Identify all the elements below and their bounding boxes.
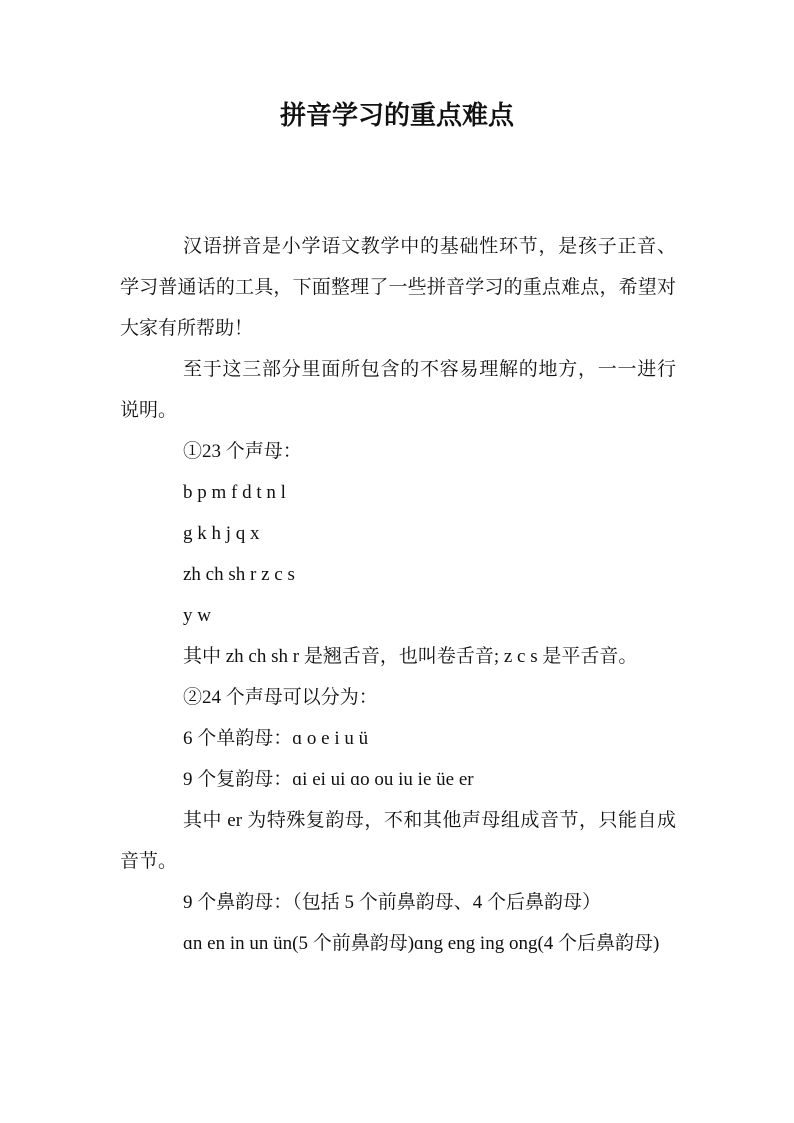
finals-heading: ②24 个声母可以分为： (183, 687, 378, 708)
initials-row-2: g k h j q x (183, 523, 260, 544)
initials-row-4: y w (183, 605, 211, 626)
intro-paragraph: 汉语拼音是小学语文教学中的基础性环节，是孩子正音、学习普通话的工具，下面整理了一些拼音学习的重点难点，希望对大家有所帮助！ (120, 235, 676, 339)
retroflex-note: 其中 zh ch sh r 是翘舌音，也叫卷舌音; z c s 是平舌音。 (183, 646, 638, 667)
explanation-paragraph: 至于这三部分里面所包含的不容易理解的地方，一一进行说明。 (120, 358, 676, 421)
nasal-finals-paragraph: ɑn en in un ün(5 个前鼻韵母)ɑng eng ing ong(4 个后鼻韵母) (183, 933, 660, 954)
er-note-paragraph: 其中 er 为特殊复韵母，不和其他声母组成音节，只能自成音节。 (120, 810, 676, 872)
initials-heading: ①23 个声母： (183, 441, 302, 462)
document-body (120, 226, 676, 964)
compound-finals-line: 9 个复韵母：ɑi ei ui ɑo ou iu ie üe er (183, 769, 474, 790)
simple-finals-line: 6 个单韵母：ɑ o e i u ü (183, 728, 369, 749)
document-title: 拼音学习的重点难点 (279, 101, 514, 131)
initials-row-1: b p m f d t n l (183, 482, 286, 503)
initials-row-3: zh ch sh r z c s (183, 564, 295, 585)
nasal-finals-heading: 9 个鼻韵母：（包括 5 个前鼻韵母、4 个后鼻韵母） (183, 892, 602, 913)
